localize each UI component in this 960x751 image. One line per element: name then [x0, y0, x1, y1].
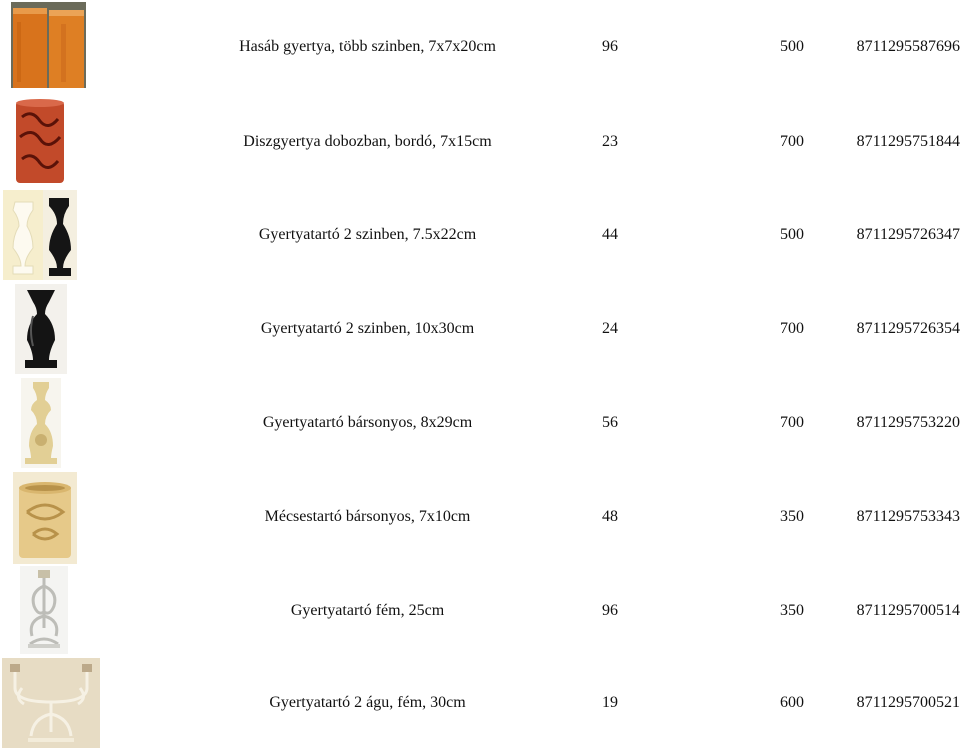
product-quantity: 23: [602, 133, 618, 150]
product-quantity: 96: [602, 38, 618, 55]
table-row: [0, 282, 960, 375]
product-name: Gyertyatartó fém, 25cm: [290, 602, 445, 619]
product-price: 500: [780, 226, 804, 243]
product-ean: 8711295726347: [856, 226, 960, 243]
product-quantity: 56: [602, 414, 618, 431]
product-quantity: 48: [602, 508, 618, 525]
product-name: Gyertyatartó 2 szinben, 10x30cm: [260, 320, 475, 337]
product-ean: 8711295726354: [856, 320, 960, 337]
product-ean: 8711295700521: [856, 694, 960, 711]
product-image-black-vase-holder: [15, 284, 67, 374]
table-row: [0, 95, 960, 188]
product-name: Hasáb gyertya, több szinben, 7x7x20cm: [239, 38, 496, 55]
table-row: [0, 0, 960, 93]
table-row: [0, 656, 960, 749]
product-quantity: 96: [602, 602, 618, 619]
product-ean: 8711295753220: [856, 414, 960, 431]
table-row: [0, 188, 960, 281]
product-image-burgundy-ornament-candle: [14, 97, 66, 183]
product-ean: 8711295751844: [856, 133, 960, 150]
table-row: [0, 564, 960, 657]
product-image-two-arm-metal-candle-holder: [2, 658, 100, 748]
product-quantity: 24: [602, 320, 618, 337]
product-image-velvet-candle-holder: [21, 378, 61, 468]
product-price: 700: [780, 320, 804, 337]
product-price: 350: [780, 602, 804, 619]
table-row: [0, 376, 960, 469]
product-price: 500: [780, 38, 804, 55]
product-image-orange-block-candles: [11, 2, 86, 88]
product-name: Diszgyertya dobozban, bordó, 7x15cm: [243, 133, 492, 150]
product-image-velvet-tealight-holder: [13, 472, 77, 564]
product-ean: 8711295753343: [856, 508, 960, 525]
product-image-two-color-candle-holders: [3, 190, 77, 280]
product-price: 700: [780, 133, 804, 150]
product-ean: 8711295700514: [856, 602, 960, 619]
product-name: Gyertyatartó 2 águ, fém, 30cm: [269, 694, 466, 711]
product-quantity: 19: [602, 694, 618, 711]
product-quantity: 44: [602, 226, 618, 243]
table-row: [0, 470, 960, 563]
product-price: 700: [780, 414, 804, 431]
product-price: 600: [780, 694, 804, 711]
product-name: Gyertyatartó 2 szinben, 7.5x22cm: [258, 226, 477, 243]
product-ean: 8711295587696: [856, 38, 960, 55]
product-name: Gyertyatartó bársonyos, 8x29cm: [262, 414, 473, 431]
product-image-white-metal-candle-holder: [20, 566, 68, 654]
product-name: Mécsestartó bársonyos, 7x10cm: [264, 508, 471, 525]
product-price: 350: [780, 508, 804, 525]
